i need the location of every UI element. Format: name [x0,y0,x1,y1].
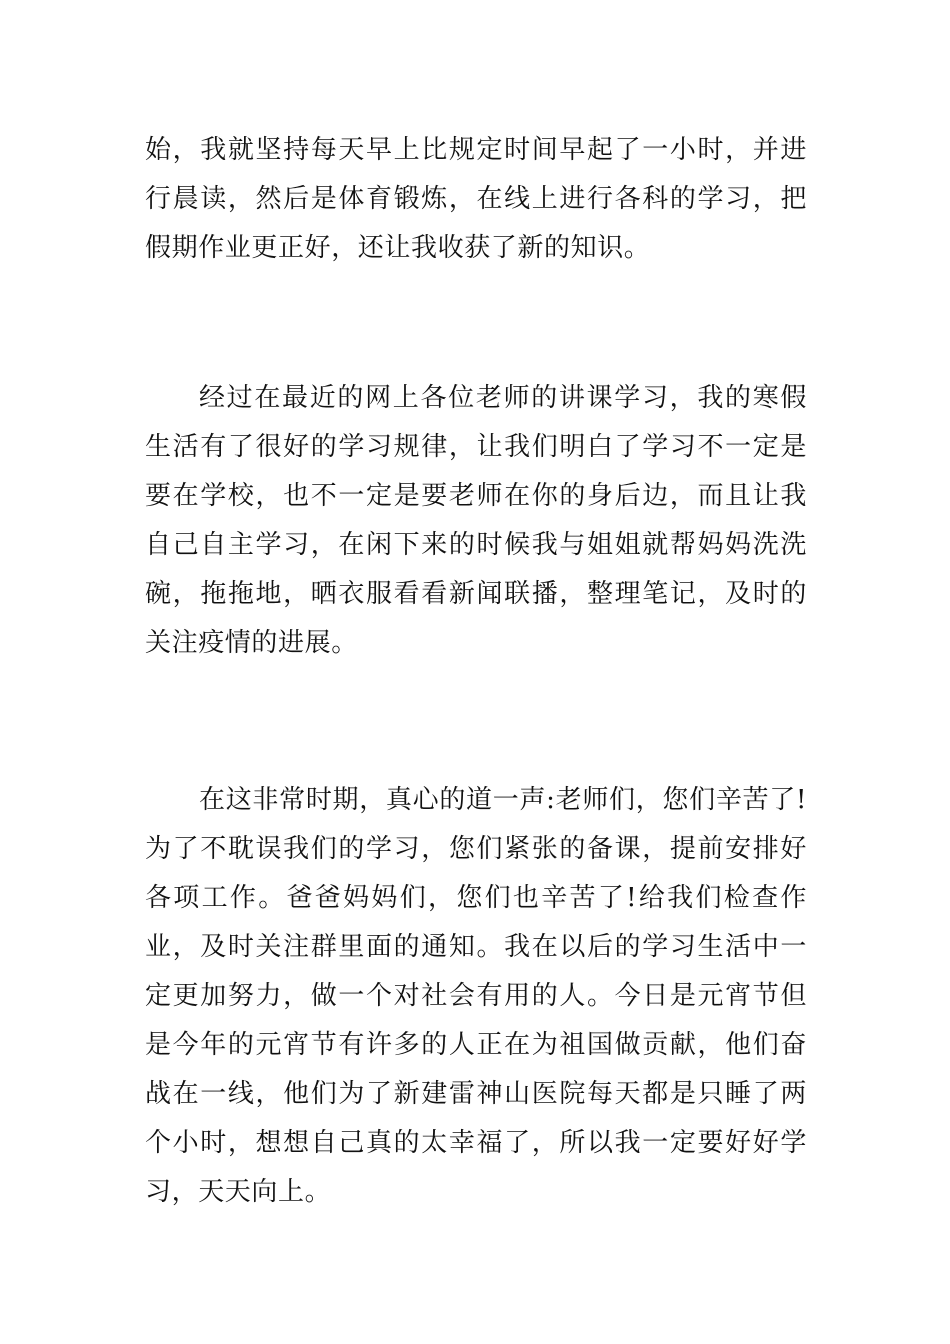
paragraph-gratitude: 在这非常时期，真心的道一声:老师们，您们辛苦了!为了不耽误我们的学习，您们紧张的备课，提前安排好各项工作。爸爸妈妈们，您们也辛苦了!给我们检查作业，及时关注群里面的通知。我在以后的学习生活中一定更加努力，做一个对社会有用的人。今日是元宵节但是今年的元宵节有许多的人正在为祖国做贡献，他们奋战在一线，他们为了新建雷神山医院每天都是只睡了两个小时，想想自己真的太幸福了，所以我一定要好好学习，天天向上。 [145,785,807,1207]
paragraph-study-routine: 经过在最近的网上各位老师的讲课学习，我的寒假生活有了很好的学习规律，让我们明白了学习不一定是要在学校，也不一定是要老师在你的身后边，而且让我自己自主学习，在闲下来的时候我与姐姐就帮妈妈洗洗碗，拖拖地，晒衣服看看新闻联播，整理笔记，及时的关注疫情的进展。 [145,383,807,658]
paragraph-continuation: 始，我就坚持每天早上比规定时间早起了一小时，并进行晨读，然后是体育锻炼，在线上进行各科的学习，把假期作业更正好，还让我收获了新的知识。 [145,135,807,263]
